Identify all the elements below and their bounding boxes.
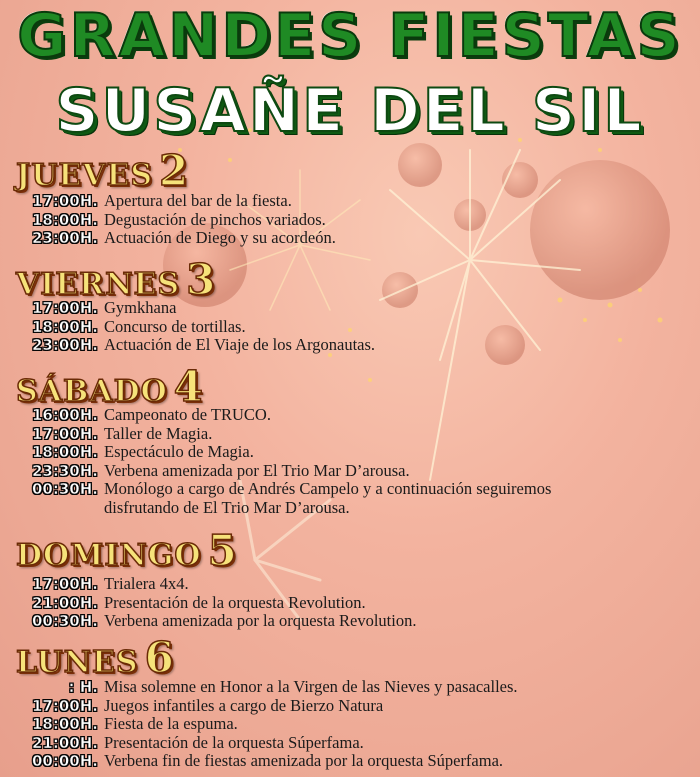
- event-row: [16, 480, 696, 499]
- event-description: Verbena fin de fiestas amenizada por la orquesta Súperfama.: [104, 751, 504, 770]
- event-time: 00:30H.: [32, 480, 98, 498]
- event-row: [16, 594, 696, 613]
- event-time: [16, 499, 102, 518]
- town-name: SUSAÑE DEL SIL: [55, 76, 645, 146]
- event-row: [16, 318, 696, 337]
- event-time: 17:00H.: [32, 696, 98, 715]
- event-description: Campeonato de TRUCO.: [104, 405, 271, 424]
- event-time: 17:00H.: [32, 192, 98, 210]
- event-row: [16, 192, 696, 211]
- event-time: 21:00H.: [32, 593, 98, 612]
- event-row: [16, 336, 696, 355]
- event-time: 17:00H.: [32, 575, 98, 593]
- event-row: [16, 425, 696, 444]
- event-description: Actuación de Diego y su acordeón.: [104, 228, 336, 247]
- event-list-lunes: [16, 678, 696, 771]
- event-time: : H.: [68, 678, 98, 696]
- day-number: 4: [173, 362, 203, 411]
- event-row: [16, 211, 696, 230]
- event-list-viernes: [16, 299, 696, 355]
- day-heading-lunes: [16, 633, 174, 682]
- event-row: [16, 715, 696, 734]
- event-time: 18:00H.: [32, 715, 98, 733]
- event-row: [16, 697, 696, 716]
- event-description: disfrutando de El Trio Mar D’arousa.: [104, 497, 350, 517]
- day-number: 2: [159, 146, 189, 195]
- day-name: JUEVES: [16, 158, 154, 193]
- event-time: 18:00H.: [32, 317, 98, 336]
- day-name: LUNES: [16, 645, 139, 680]
- event-row: [16, 752, 696, 771]
- event-time: 23:00H.: [32, 336, 98, 354]
- day-heading-domingo: [16, 526, 237, 575]
- event-description: Juegos infantiles a cargo de Bierzo Natura: [104, 695, 384, 715]
- event-description: Verbena amenizada por la orquesta Revolution.: [104, 611, 417, 630]
- event-description: Monólogo a cargo de Andrés Campelo y a continuación seguiremos: [104, 479, 552, 498]
- event-description: Concurso de tortillas.: [104, 316, 246, 336]
- day-number: 3: [186, 255, 216, 304]
- day-name: SÁBADO: [16, 374, 168, 409]
- event-description: Presentación de la orquesta Revolution.: [104, 592, 366, 612]
- event-row: [16, 299, 696, 318]
- event-description: Espectáculo de Magia.: [104, 442, 254, 461]
- event-row: [16, 612, 696, 631]
- event-description: Trialera 4x4.: [104, 574, 189, 593]
- event-row: [16, 406, 696, 425]
- event-description: Misa solemne en Honor a la Virgen de las Nieves y pasacalles.: [104, 677, 518, 696]
- event-time: 18:00H.: [32, 443, 98, 461]
- event-time: 00:00H.: [32, 752, 98, 770]
- event-title: GRANDES FIESTAS: [17, 1, 683, 71]
- event-time: 21:00H.: [32, 733, 98, 752]
- event-time: 17:00H.: [32, 299, 98, 317]
- event-time: 17:00H.: [32, 424, 98, 443]
- event-description: Gymkhana: [104, 298, 177, 317]
- event-time: 23:30H.: [32, 461, 98, 480]
- day-name: DOMINGO: [16, 538, 202, 573]
- event-description: Verbena amenizada por El Trio Mar D’arousa.: [104, 460, 410, 480]
- day-number: 5: [207, 526, 237, 575]
- event-description: Apertura del bar de la fiesta.: [104, 191, 292, 210]
- event-description: Degustación de pinchos variados.: [104, 209, 326, 229]
- event-time: 00:30H.: [32, 612, 98, 630]
- event-description: Taller de Magia.: [104, 423, 213, 443]
- day-name: VIERNES: [16, 267, 181, 302]
- event-row: [16, 575, 696, 594]
- event-time: 18:00H.: [32, 210, 98, 229]
- event-list-jueves: [16, 192, 696, 248]
- day-heading-viernes: [16, 255, 215, 304]
- event-row: [16, 678, 696, 697]
- event-description: Fiesta de la espuma.: [104, 714, 238, 733]
- event-time: 23:00H.: [32, 229, 98, 247]
- event-row: [16, 443, 696, 462]
- event-row: [16, 462, 696, 481]
- event-row: [16, 734, 696, 753]
- day-number: 6: [144, 633, 174, 682]
- event-description: Presentación de la orquesta Súperfama.: [104, 732, 364, 752]
- event-row-continuation: [16, 499, 696, 518]
- event-list-domingo: [16, 575, 696, 631]
- event-list-sabado: [16, 406, 696, 517]
- event-row: [16, 229, 696, 248]
- day-heading-sabado: [16, 362, 203, 411]
- day-heading-jueves: [16, 146, 188, 195]
- event-time: 16:00H.: [32, 406, 98, 424]
- event-description: Actuación de El Viaje de los Argonautas.: [104, 335, 376, 354]
